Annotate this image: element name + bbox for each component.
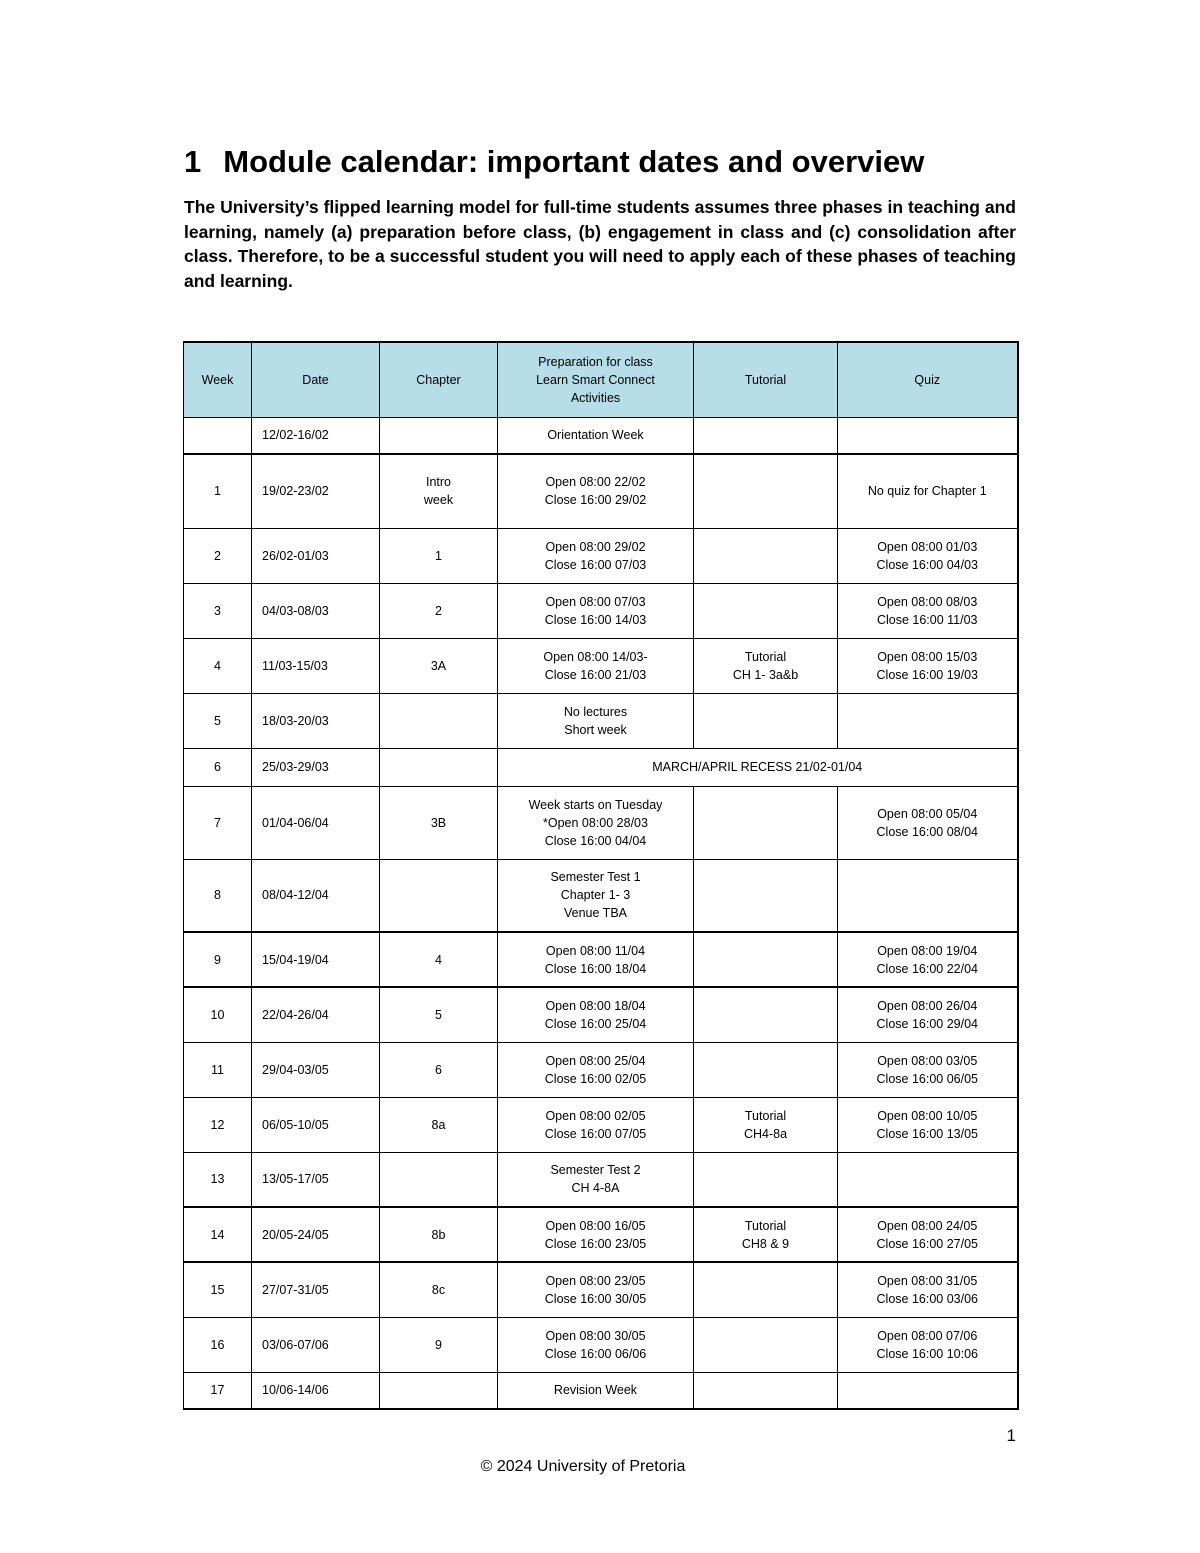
tutorial-cell [694,417,838,454]
chapter-cell [380,417,498,454]
tutorial-cell [694,638,838,693]
table-row [184,748,1018,786]
preparation-cell [498,528,694,583]
chapter-cell-line: 8b [431,1227,446,1242]
preparation-cell-line: Close 16:00 30/05 [544,1291,647,1306]
week-cell: 6 [184,748,252,786]
quiz-cell [838,638,1018,693]
week-cell [184,417,252,454]
preparation-cell-line: Semester Test 2 [550,1163,641,1178]
week-cell: 11 [184,1042,252,1097]
preparation-cell-line: Close 16:00 06/06 [544,1346,647,1361]
preparation-cell-line: Chapter 1- 3 [560,888,631,903]
chapter-cell [380,1152,498,1207]
quiz-cell [838,1262,1018,1317]
preparation-cell-line: No lectures [563,704,628,719]
week-cell: 1 [184,454,252,528]
header-quiz: Quiz [838,342,1018,417]
tutorial-cell [694,528,838,583]
recess-cell: MARCH/APRIL RECESS 21/02-01/04 [498,748,1018,786]
chapter-cell [380,1372,498,1409]
table-row [184,1152,1018,1207]
quiz-cell [838,786,1018,859]
header-date: Date [252,342,380,417]
quiz-cell [838,859,1018,932]
preparation-cell [498,638,694,693]
date-cell: 22/04-26/04 [252,987,380,1042]
table-row [184,932,1018,987]
quiz-cell-line: Close 16:00 19/03 [876,667,978,682]
chapter-cell-line: 3B [430,815,447,830]
preparation-cell-line: *Open 08:00 28/03 [543,815,648,830]
quiz-cell-line: Close 16:00 04/03 [876,557,978,572]
quiz-cell [838,1042,1018,1097]
tutorial-cell [694,859,838,932]
tutorial-cell-line: CH4-8a [743,1126,788,1141]
heading-number: 1 [184,144,202,179]
table-row [184,1207,1018,1262]
preparation-cell [498,583,694,638]
preparation-cell [498,1317,694,1372]
chapter-cell-line: 5 [435,1007,442,1022]
week-cell: 8 [184,859,252,932]
table-row [184,1097,1018,1152]
chapter-cell-line: Intro [425,475,451,490]
preparation-cell-line: Close 16:00 04/04 [544,833,647,848]
preparation-cell [498,1372,694,1409]
chapter-cell [380,1042,498,1097]
preparation-cell-line: Open 08:00 25/04 [545,1053,646,1068]
table-row [184,638,1018,693]
preparation-cell-line: Close 16:00 14/03 [544,612,647,627]
preparation-cell [498,1097,694,1152]
date-cell: 10/06-14/06 [252,1372,380,1409]
quiz-cell-line: Close 16:00 29/04 [876,1016,978,1031]
tutorial-cell [694,583,838,638]
tutorial-cell-line: Tutorial [744,1108,787,1123]
preparation-cell-line: Close 16:00 18/04 [544,961,647,976]
heading-text: Module calendar: important dates and overview [223,144,925,179]
table-row [184,1317,1018,1372]
tutorial-cell-line: Tutorial [744,649,787,664]
preparation-cell-line: Open 08:00 18/04 [545,998,646,1013]
preparation-cell-line: CH 4-8A [571,1181,620,1196]
date-cell: 13/05-17/05 [252,1152,380,1207]
quiz-cell-line: Close 16:00 27/05 [876,1236,978,1251]
chapter-cell [380,987,498,1042]
week-cell: 4 [184,638,252,693]
date-cell: 20/05-24/05 [252,1207,380,1262]
table-row [184,417,1018,454]
week-cell: 17 [184,1372,252,1409]
date-cell: 19/02-23/02 [252,454,380,528]
tutorial-cell [694,932,838,987]
preparation-cell [498,1152,694,1207]
header-week: Week [184,342,252,417]
table-row [184,1262,1018,1317]
preparation-cell-line: Week starts on Tuesday [528,797,663,812]
week-cell: 10 [184,987,252,1042]
quiz-cell [838,454,1018,528]
week-cell: 15 [184,1262,252,1317]
preparation-cell-line: Close 16:00 07/05 [544,1126,647,1141]
table-row [184,583,1018,638]
quiz-cell-line: No quiz for Chapter 1 [867,484,987,499]
quiz-cell-line: Open 08:00 26/04 [877,998,978,1013]
quiz-cell-line: Open 08:00 24/05 [877,1218,978,1233]
preparation-cell-line: Open 08:00 29/02 [545,539,646,554]
tutorial-cell [694,454,838,528]
quiz-cell [838,417,1018,454]
week-cell: 9 [184,932,252,987]
chapter-cell [380,638,498,693]
week-cell: 2 [184,528,252,583]
preparation-cell [498,987,694,1042]
table-row [184,454,1018,528]
quiz-cell [838,528,1018,583]
preparation-cell-line: Open 08:00 16/05 [545,1218,646,1233]
week-cell: 16 [184,1317,252,1372]
header-chapter: Chapter [380,342,498,417]
date-cell: 25/03-29/03 [252,748,380,786]
preparation-cell-line: Open 08:00 22/02 [545,475,646,490]
table-row [184,693,1018,748]
chapter-cell-line: 8a [431,1117,446,1132]
preparation-cell [498,693,694,748]
date-cell: 15/04-19/04 [252,932,380,987]
preparation-cell-line: Close 16:00 21/03 [544,667,647,682]
date-cell: 04/03-08/03 [252,583,380,638]
preparation-cell [498,932,694,987]
table-row [184,786,1018,859]
preparation-cell-line: Venue TBA [563,906,627,921]
tutorial-cell-line: CH8 & 9 [741,1236,790,1251]
preparation-cell-line: Open 08:00 14/03- [543,649,648,664]
tutorial-cell [694,1152,838,1207]
tutorial-cell [694,1207,838,1262]
header-tutorial: Tutorial [694,342,838,417]
preparation-cell-line: Revision Week [553,1383,638,1398]
table-row [184,859,1018,932]
week-cell: 14 [184,1207,252,1262]
chapter-cell [380,1097,498,1152]
module-calendar-table [183,341,1019,1410]
page-title [184,144,924,180]
chapter-cell-line: 3A [430,658,447,673]
date-cell: 11/03-15/03 [252,638,380,693]
chapter-cell [380,454,498,528]
chapter-cell [380,932,498,987]
week-cell: 7 [184,786,252,859]
tutorial-cell [694,1097,838,1152]
quiz-cell-line: Close 16:00 08/04 [876,824,978,839]
preparation-cell-line: Open 08:00 02/05 [545,1108,646,1123]
table-row [184,1042,1018,1097]
quiz-cell-line: Open 08:00 07/06 [877,1328,978,1343]
chapter-cell [380,1262,498,1317]
quiz-cell [838,583,1018,638]
preparation-cell-line: Short week [564,722,627,737]
quiz-cell [838,1152,1018,1207]
intro-paragraph: The University’s flipped learning model for full-time students assumes three phases in teaching and learning, namely (a) preparation before class, (b) engagement in class and (c) consolidation after class. Therefore, to be a successful student you will need to apply each of these phases of teaching and learning. [184,197,1016,291]
date-cell: 18/03-20/03 [252,693,380,748]
chapter-cell-line: week [423,493,454,508]
quiz-cell-line: Open 08:00 05/04 [877,806,978,821]
preparation-cell-line: Open 08:00 23/05 [545,1273,646,1288]
date-cell: 06/05-10/05 [252,1097,380,1152]
footer-copyright: © 2024 University of Pretoria [480,1458,686,1475]
chapter-cell [380,528,498,583]
chapter-cell [380,859,498,932]
quiz-cell-line: Open 08:00 01/03 [877,539,978,554]
preparation-cell-line: Close 16:00 25/04 [544,1016,647,1031]
chapter-cell-line: 2 [435,603,442,618]
date-cell: 27/07-31/05 [252,1262,380,1317]
quiz-cell [838,987,1018,1042]
table-header-row [184,342,1018,417]
tutorial-cell [694,786,838,859]
date-cell: 03/06-07/06 [252,1317,380,1372]
tutorial-cell [694,1042,838,1097]
preparation-cell [498,1262,694,1317]
preparation-cell [498,454,694,528]
quiz-cell-line: Close 16:00 03/06 [876,1291,978,1306]
header-prep-line: Learn Smart Connect [536,372,655,387]
quiz-cell-line: Open 08:00 31/05 [877,1273,978,1288]
preparation-cell-line: Semester Test 1 [550,870,641,885]
chapter-cell-line: 9 [435,1337,442,1352]
quiz-cell [838,1372,1018,1409]
date-cell: 12/02-16/02 [252,417,380,454]
preparation-cell-line: Close 16:00 07/03 [544,557,647,572]
page-number: 1 [1006,1426,1016,1445]
quiz-cell-line: Close 16:00 06/05 [876,1071,978,1086]
tutorial-cell [694,1372,838,1409]
preparation-cell-line: Close 16:00 23/05 [544,1236,647,1251]
week-cell: 5 [184,693,252,748]
preparation-cell [498,786,694,859]
header-preparation [498,342,694,417]
header-prep-line: Activities [570,390,621,405]
week-cell: 12 [184,1097,252,1152]
quiz-cell-line: Close 16:00 11/03 [876,612,978,627]
preparation-cell [498,417,694,454]
preparation-cell-line: Close 16:00 02/05 [544,1071,647,1086]
quiz-cell [838,1207,1018,1262]
tutorial-cell [694,693,838,748]
quiz-cell [838,1317,1018,1372]
preparation-cell-line: Open 08:00 11/04 [545,943,646,958]
preparation-cell-line: Open 08:00 30/05 [545,1328,646,1343]
chapter-cell-line: 4 [435,952,442,967]
chapter-cell [380,1317,498,1372]
tutorial-cell [694,1317,838,1372]
preparation-cell [498,1207,694,1262]
date-cell: 01/04-06/04 [252,786,380,859]
quiz-cell-line: Open 08:00 15/03 [877,649,978,664]
chapter-cell [380,693,498,748]
quiz-cell [838,932,1018,987]
preparation-cell [498,1042,694,1097]
chapter-cell [380,583,498,638]
quiz-cell-line: Open 08:00 08/03 [877,594,978,609]
quiz-cell [838,1097,1018,1152]
preparation-cell-line: Close 16:00 29/02 [544,493,647,508]
table-row [184,987,1018,1042]
chapter-cell [380,748,498,786]
quiz-cell-line: Open 08:00 10/05 [877,1108,978,1123]
week-cell: 3 [184,583,252,638]
table-row [184,1372,1018,1409]
quiz-cell-line: Open 08:00 03/05 [877,1053,978,1068]
date-cell: 08/04-12/04 [252,859,380,932]
table-row [184,528,1018,583]
quiz-cell-line: Open 08:00 19/04 [877,943,978,958]
quiz-cell-line: Close 16:00 10:06 [876,1346,978,1361]
tutorial-cell [694,1262,838,1317]
chapter-cell [380,1207,498,1262]
week-cell: 13 [184,1152,252,1207]
tutorial-cell [694,987,838,1042]
quiz-cell-line: Close 16:00 13/05 [876,1126,978,1141]
chapter-cell [380,786,498,859]
date-cell: 29/04-03/05 [252,1042,380,1097]
preparation-cell-line: Orientation Week [547,428,644,443]
header-prep-line: Preparation for class [538,354,653,369]
preparation-cell [498,859,694,932]
tutorial-cell-line: Tutorial [744,1218,787,1233]
chapter-cell-line: 8c [431,1282,446,1297]
preparation-cell-line: Open 08:00 07/03 [545,594,646,609]
chapter-cell-line: 1 [435,548,442,563]
tutorial-cell-line: CH 1- 3a&b [732,667,799,682]
date-cell: 26/02-01/03 [252,528,380,583]
quiz-cell-line: Close 16:00 22/04 [876,961,978,976]
chapter-cell-line: 6 [435,1062,442,1077]
quiz-cell [838,693,1018,748]
